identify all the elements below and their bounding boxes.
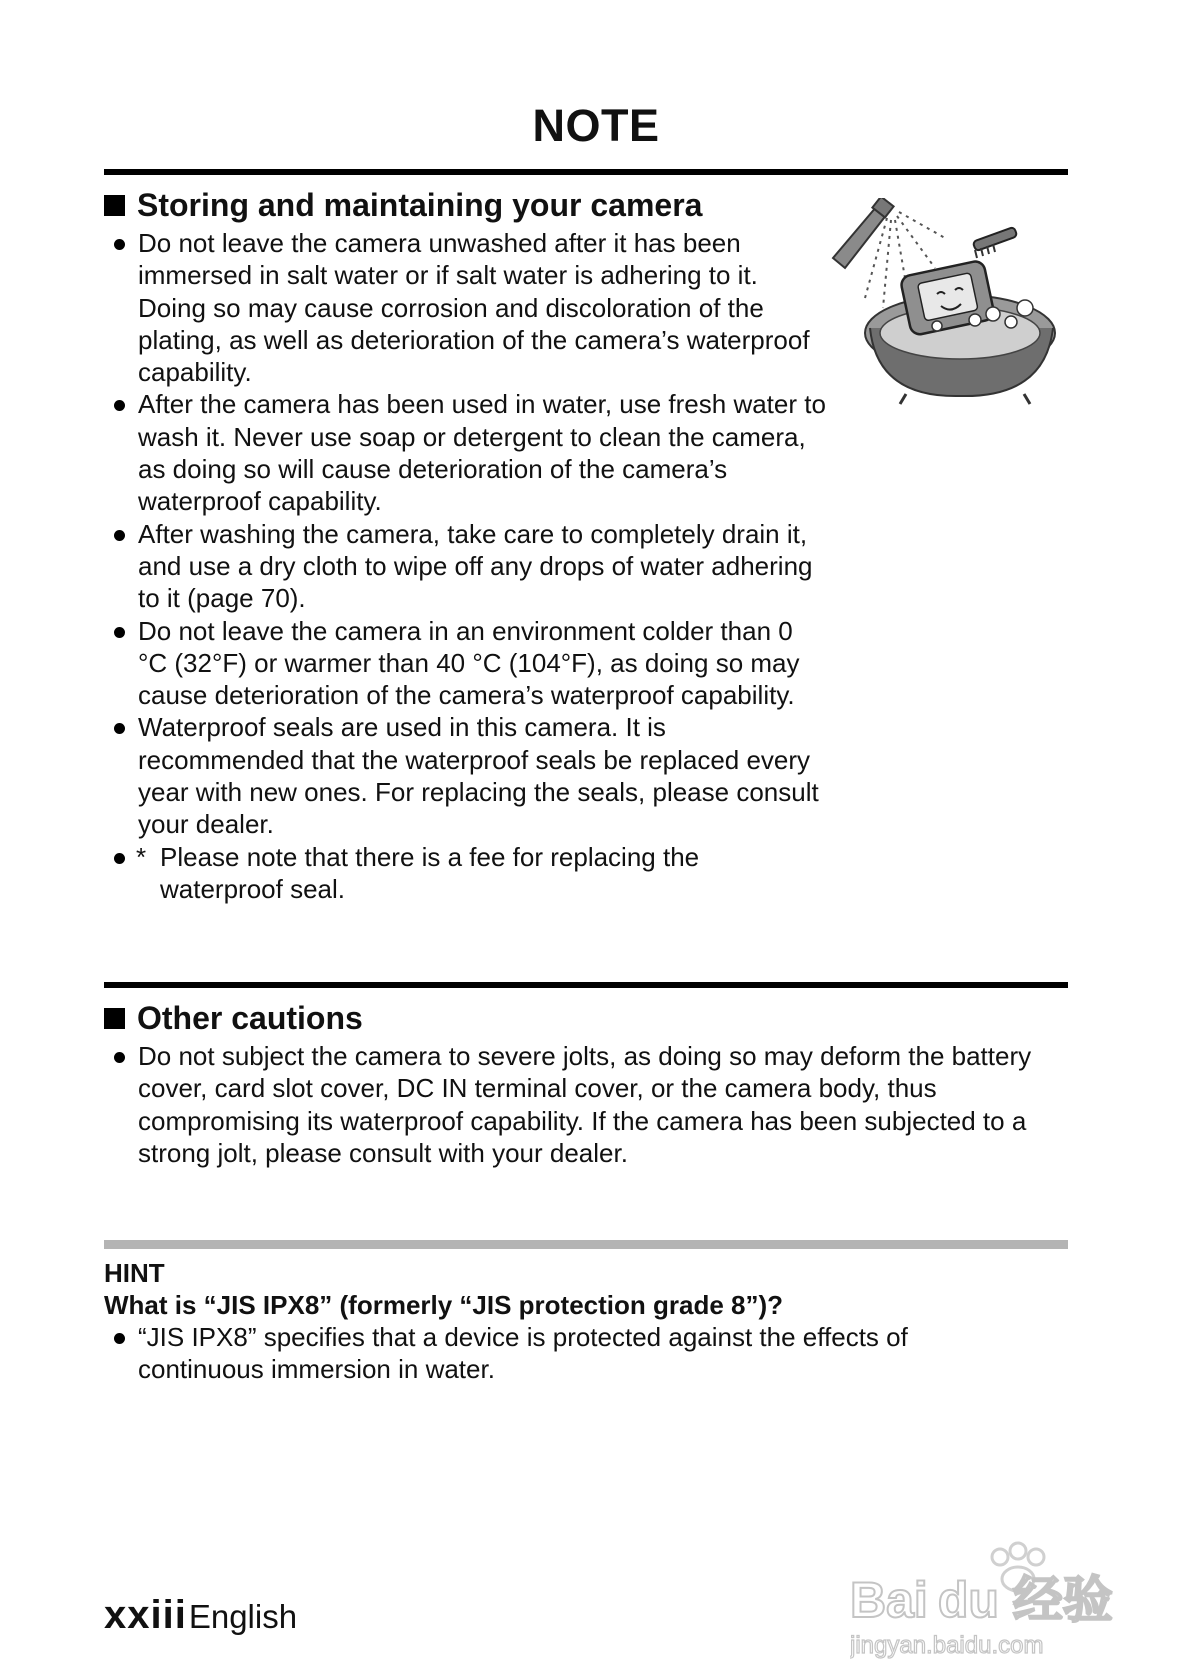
hint-question: What is “JIS IPX8” (formerly “JIS protection grade 8”)?: [104, 1290, 784, 1320]
hint-label: HINT: [104, 1258, 165, 1288]
storing-bullet-list: [104, 227, 829, 905]
scrub-brush-icon: [973, 227, 1018, 258]
hint-divider: [104, 1240, 1068, 1249]
note-text: Please note that there is a fee for replacing the waterproof seal.: [160, 841, 700, 904]
baidu-watermark: [850, 1535, 1150, 1665]
page-title: NOTE: [532, 100, 660, 151]
page-language: English: [188, 1598, 298, 1635]
list-item: After the camera has been used in water, use fresh water to wash it. Never use soap or detergent to clean the camera, as doing so will cause deterioration of the camera’s waterproof capability.: [104, 388, 829, 517]
section-heading-other: [104, 999, 363, 1037]
watermark-brand: Bai du 经验: [850, 1572, 1113, 1628]
list-item: After washing the camera, take care to completely drain it, and use a dry cloth to wipe off any drops of water adhering to it (page 70).: [104, 518, 829, 615]
hint-bullet-list: [104, 1321, 1024, 1386]
camera-bath-illustration: [825, 198, 1065, 413]
list-item: Do not subject the camera to severe jolts, as doing so may deform the battery cover, card slot cover, DC IN terminal cover, or the camera body, thus compromising its waterproof capability. If the camera has been subjected to a strong jolt, please consult with your dealer.: [104, 1040, 1064, 1169]
list-item: Do not leave the camera in an environment colder than 0 °C (32°F) or warmer than 40 °C (104°F), as doing so may cause deterioration of the camera’s waterproof capability.: [104, 615, 829, 712]
section-heading-storing: [104, 186, 702, 224]
square-bullet-icon: [104, 195, 125, 216]
list-item: Do not leave the camera unwashed after it has been immersed in salt water or if salt water is adhering to it. Doing so may cause corrosion and discoloration of the plating, as well as deterioration of the camera’s waterproof capability.: [104, 227, 829, 388]
top-divider: [104, 169, 1068, 175]
section-heading-text: Storing and maintaining your camera: [137, 187, 703, 223]
other-cautions-list: [104, 1040, 1064, 1169]
watermark-url: jingyan.baidu.com: [850, 1632, 1044, 1659]
list-item: Waterproof seals are used in this camera. It is recommended that the waterproof seals be replaced every year with new ones. For replacing the seals, please consult your dealer.: [104, 711, 829, 840]
square-bullet-icon: [104, 1008, 125, 1029]
section-heading-text: Other cautions: [137, 1000, 363, 1036]
list-item: “JIS IPX8” specifies that a device is protected against the effects of continuous immersion in water.: [104, 1321, 1024, 1386]
page-number: xxiii: [104, 1593, 187, 1637]
note-asterisk: *: [136, 841, 147, 872]
fee-note: [104, 841, 829, 906]
middle-divider: [104, 982, 1068, 988]
shower-head-icon: [833, 198, 894, 268]
page-footer: [104, 1593, 297, 1638]
